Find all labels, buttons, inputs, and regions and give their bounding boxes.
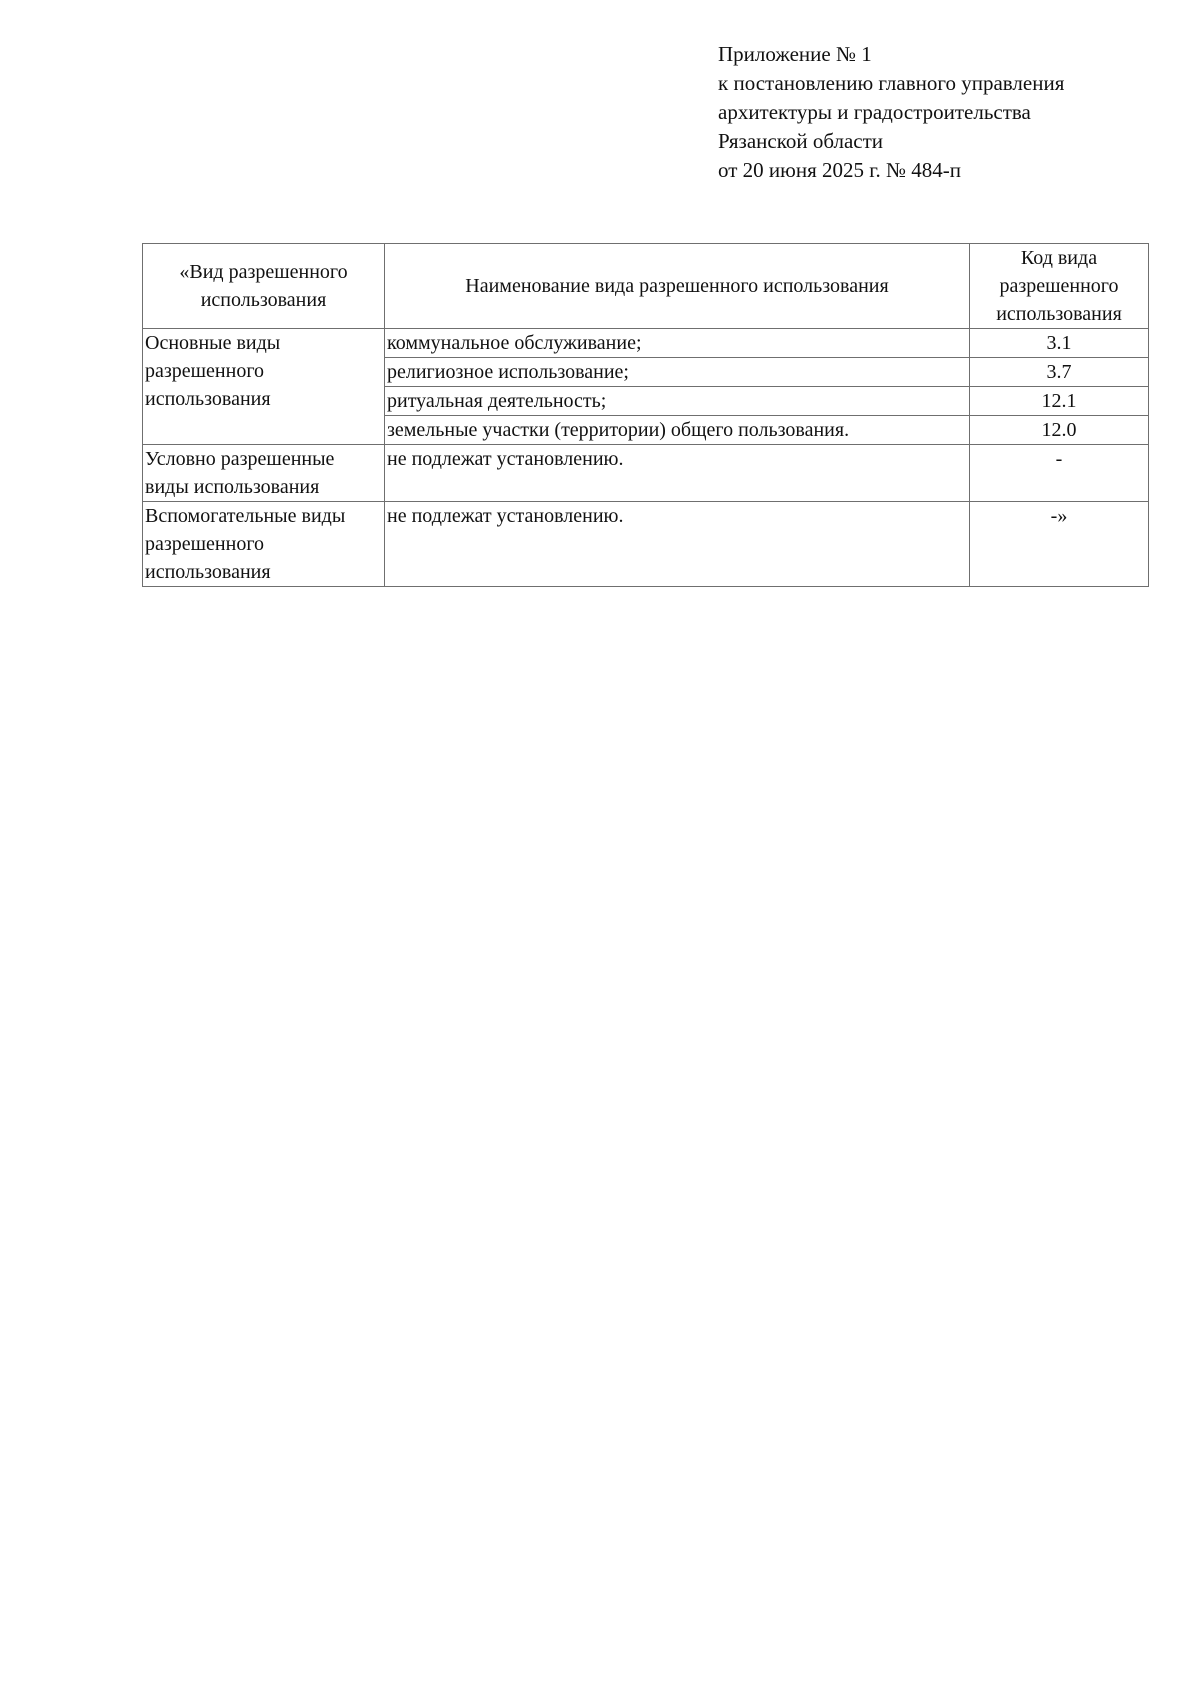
- table-row: [143, 502, 1149, 587]
- column-header-use-type: «Вид разрешенного использования: [143, 244, 385, 329]
- appendix-title: Приложение № 1: [718, 42, 872, 66]
- use-code-cell: 3.7: [970, 358, 1149, 387]
- use-name-cell: не подлежат установлению.: [385, 502, 970, 587]
- use-name-cell: религиозное использование;: [385, 358, 970, 387]
- appendix-line-region: Рязанской области: [718, 129, 884, 153]
- appendix-header: [718, 40, 1064, 185]
- use-code-cell: -: [970, 445, 1149, 502]
- table-row: [143, 329, 1149, 358]
- appendix-line-date: от 20 июня 2025 г. № 484-п: [718, 158, 961, 182]
- use-name-cell: коммунальное обслуживание;: [385, 329, 970, 358]
- use-name-cell: ритуальная деятельность;: [385, 387, 970, 416]
- use-code-cell: 3.1: [970, 329, 1149, 358]
- use-code-cell: 12.0: [970, 416, 1149, 445]
- appendix-line-resolution: к постановлению главного управления: [718, 71, 1065, 95]
- column-header-use-code: Код вида разрешенного использования: [970, 244, 1149, 329]
- use-code-cell: -»: [970, 502, 1149, 587]
- permitted-use-table: [142, 243, 1149, 587]
- table-row: [143, 445, 1149, 502]
- use-name-cell: земельные участки (территории) общего пользования.: [385, 416, 970, 445]
- appendix-line-department: архитектуры и градостроительства: [718, 100, 1031, 124]
- table-header-row: [143, 244, 1149, 329]
- category-conditional: Условно разрешенные виды использования: [143, 445, 385, 502]
- use-code-cell: 12.1: [970, 387, 1149, 416]
- column-header-use-name: Наименование вида разрешенного использования: [385, 244, 970, 329]
- category-auxiliary: Вспомогательные виды разрешенного использования: [143, 502, 385, 587]
- category-main: Основные виды разрешенного использования: [143, 329, 385, 445]
- use-name-cell: не подлежат установлению.: [385, 445, 970, 502]
